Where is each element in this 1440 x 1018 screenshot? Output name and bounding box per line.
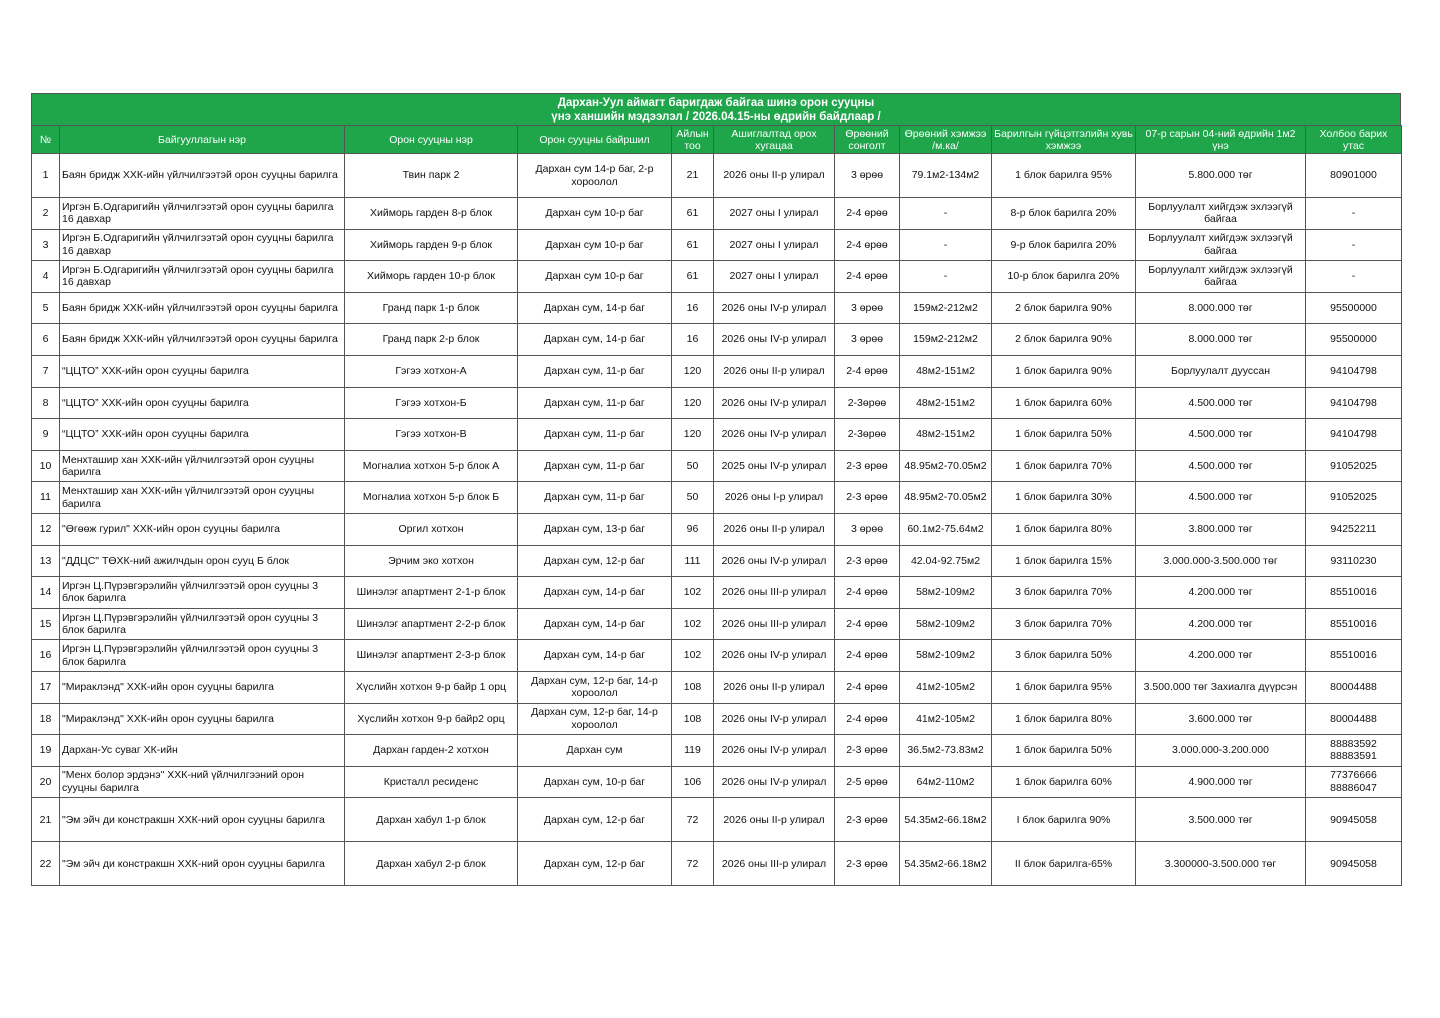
cell-price: 4.500.000 төг: [1136, 387, 1306, 419]
table-row: [32, 154, 1402, 198]
cell-rooms: 2-4 өрөө: [835, 198, 900, 230]
cell-date: 2026 оны III-р улирал: [714, 842, 835, 886]
cell-no: 2: [32, 198, 60, 230]
cell-phone: 88883592 88883591: [1306, 735, 1402, 767]
cell-name: Оргил хотхон: [345, 513, 518, 545]
cell-rooms: 2-3 өрөө: [835, 545, 900, 577]
cell-phone: 94104798: [1306, 387, 1402, 419]
cell-units: 119: [672, 735, 714, 767]
cell-rooms: 2-3 өрөө: [835, 482, 900, 514]
cell-rooms: 2-4 өрөө: [835, 671, 900, 703]
cell-phone: 94252211: [1306, 513, 1402, 545]
cell-name: Хүслийн хотхон 9-р байр2 орц: [345, 703, 518, 735]
cell-date: 2026 оны I-р улирал: [714, 482, 835, 514]
cell-units: 16: [672, 292, 714, 324]
cell-price: 4.200.000 төг: [1136, 608, 1306, 640]
cell-size: 41м2-105м2: [900, 703, 992, 735]
table-row: [32, 513, 1402, 545]
cell-progress: 1 блок барилга 90%: [992, 355, 1136, 387]
cell-size: -: [900, 229, 992, 261]
cell-date: 2026 оны II-р улирал: [714, 798, 835, 842]
cell-name: Хийморь гарден 8-р блок: [345, 198, 518, 230]
cell-no: 14: [32, 577, 60, 609]
cell-progress: 3 блок барилга 70%: [992, 608, 1136, 640]
col-header-price: 07-р сарын 04-ний өдрийн 1м2 үнэ: [1136, 126, 1306, 154]
cell-location: Дархан сум, 12-р баг: [518, 798, 672, 842]
cell-phone: 91052025: [1306, 482, 1402, 514]
cell-date: 2026 оны IV-р улирал: [714, 640, 835, 672]
cell-price: 8.000.000 төг: [1136, 324, 1306, 356]
cell-phone: 94104798: [1306, 419, 1402, 451]
cell-rooms: 3 өрөө: [835, 324, 900, 356]
cell-name: Гэгээ хотхон-В: [345, 419, 518, 451]
header-row: [32, 126, 1402, 154]
cell-no: 12: [32, 513, 60, 545]
cell-org: Иргэн Ц.Пүрэвгэрэлийн үйлчилгээтэй орон сууцны 3 блок барилга: [60, 577, 345, 609]
cell-size: 159м2-212м2: [900, 292, 992, 324]
cell-location: Дархан сум, 14-р баг: [518, 640, 672, 672]
cell-progress: 2 блок барилга 90%: [992, 324, 1136, 356]
col-header-phone: Холбоо барих утас: [1306, 126, 1402, 154]
cell-location: Дархан сум: [518, 735, 672, 767]
cell-rooms: 2-3 өрөө: [835, 450, 900, 482]
col-header-org: Байгууллагын нэр: [60, 126, 345, 154]
cell-size: 36.5м2-73.83м2: [900, 735, 992, 767]
cell-size: 60.1м2-75.64м2: [900, 513, 992, 545]
cell-units: 108: [672, 671, 714, 703]
cell-no: 10: [32, 450, 60, 482]
cell-name: Хүслийн хотхон 9-р байр 1 орц: [345, 671, 518, 703]
cell-org: Иргэн Б.Одгаригийн үйлчилгээтэй орон сууцны барилга 16 давхар: [60, 229, 345, 261]
cell-price: Борлуулалт хийгдэж эхлээгүй байгаа: [1136, 229, 1306, 261]
cell-no: 7: [32, 355, 60, 387]
cell-no: 5: [32, 292, 60, 324]
cell-org: Баян бридж ХХК-ийн үйлчилгээтэй орон сууцны барилга: [60, 292, 345, 324]
table-row: [32, 261, 1402, 293]
cell-location: Дархан сум 14-р баг, 2-р хороолол: [518, 154, 672, 198]
cell-size: 42.04-92.75м2: [900, 545, 992, 577]
title-line-2: үнэ ханшийн мэдээлэл / 2026.04.15-ны өдрийн байдлаар /: [551, 111, 881, 123]
cell-price: 4.200.000 төг: [1136, 640, 1306, 672]
cell-price: Борлуулалт хийгдэж эхлээгүй байгаа: [1136, 261, 1306, 293]
cell-location: Дархан сум, 12-р баг: [518, 545, 672, 577]
cell-units: 111: [672, 545, 714, 577]
cell-no: 13: [32, 545, 60, 577]
cell-name: Хийморь гарден 9-р блок: [345, 229, 518, 261]
cell-no: 6: [32, 324, 60, 356]
cell-location: Дархан сум, 12-р баг, 14-р хороолол: [518, 671, 672, 703]
cell-name: Дархан хабул 2-р блок: [345, 842, 518, 886]
cell-org: "Мираклэнд" ХХК-ийн орон сууцны барилга: [60, 703, 345, 735]
cell-size: 48.95м2-70.05м2: [900, 482, 992, 514]
cell-rooms: 2-4 өрөө: [835, 355, 900, 387]
cell-org: Менхташир хан ХХК-ийн үйлчилгээтэй орон сууцны барилга: [60, 482, 345, 514]
cell-progress: II блок барилга-65%: [992, 842, 1136, 886]
cell-progress: 1 блок барилга 80%: [992, 513, 1136, 545]
cell-progress: 1 блок барилга 80%: [992, 703, 1136, 735]
cell-date: 2026 оны IV-р улирал: [714, 735, 835, 767]
cell-rooms: 2-3өрөө: [835, 419, 900, 451]
cell-units: 72: [672, 798, 714, 842]
cell-date: 2026 оны IV-р улирал: [714, 766, 835, 798]
cell-rooms: 3 өрөө: [835, 154, 900, 198]
cell-name: Могналиа хотхон 5-р блок Б: [345, 482, 518, 514]
cell-size: 54.35м2-66.18м2: [900, 842, 992, 886]
col-header-date: Ашиглалтад орох хугацаа: [714, 126, 835, 154]
cell-date: 2027 оны I улирал: [714, 261, 835, 293]
cell-rooms: 2-3 өрөө: [835, 735, 900, 767]
table-row: [32, 842, 1402, 886]
col-header-no: №: [32, 126, 60, 154]
cell-location: Дархан сум, 13-р баг: [518, 513, 672, 545]
cell-phone: -: [1306, 261, 1402, 293]
cell-location: Дархан сум, 14-р баг: [518, 324, 672, 356]
cell-progress: 8-р блок барилга 20%: [992, 198, 1136, 230]
table-row: [32, 198, 1402, 230]
table-row: [32, 798, 1402, 842]
cell-units: 61: [672, 198, 714, 230]
cell-org: Дархан-Ус суваг ХК-ийн: [60, 735, 345, 767]
cell-date: 2027 оны I улирал: [714, 198, 835, 230]
cell-phone: 77376666 88886047: [1306, 766, 1402, 798]
cell-org: "ДДЦС" ТӨХК-ний ажилчдын орон сууц Б блок: [60, 545, 345, 577]
cell-rooms: 2-5 өрөө: [835, 766, 900, 798]
cell-name: Могналиа хотхон 5-р блок А: [345, 450, 518, 482]
cell-name: Хийморь гарден 10-р блок: [345, 261, 518, 293]
cell-units: 102: [672, 608, 714, 640]
col-header-progress: Барилгын гүйцэтгэлийн хувь хэмжээ: [992, 126, 1136, 154]
cell-no: 3: [32, 229, 60, 261]
cell-org: Иргэн Б.Одгаригийн үйлчилгээтэй орон сууцны барилга 16 давхар: [60, 198, 345, 230]
cell-progress: 1 блок барилга 95%: [992, 671, 1136, 703]
cell-progress: 3 блок барилга 70%: [992, 577, 1136, 609]
cell-units: 50: [672, 450, 714, 482]
cell-units: 102: [672, 577, 714, 609]
cell-name: Гранд парк 1-р блок: [345, 292, 518, 324]
cell-units: 120: [672, 355, 714, 387]
cell-rooms: 2-3 өрөө: [835, 842, 900, 886]
cell-rooms: 3 өрөө: [835, 292, 900, 324]
cell-org: "Мираклэнд" ХХК-ийн орон сууцны барилга: [60, 671, 345, 703]
cell-no: 11: [32, 482, 60, 514]
cell-no: 20: [32, 766, 60, 798]
cell-rooms: 2-4 өрөө: [835, 608, 900, 640]
table-row: [32, 419, 1402, 451]
cell-size: 58м2-109м2: [900, 577, 992, 609]
cell-progress: 1 блок барилга 95%: [992, 154, 1136, 198]
cell-org: Иргэн Б.Одгаригийн үйлчилгээтэй орон сууцны барилга 16 давхар: [60, 261, 345, 293]
cell-units: 120: [672, 387, 714, 419]
cell-location: Дархан сум, 11-р баг: [518, 482, 672, 514]
cell-rooms: 2-4 өрөө: [835, 703, 900, 735]
cell-progress: 9-р блок барилга 20%: [992, 229, 1136, 261]
cell-size: 58м2-109м2: [900, 608, 992, 640]
cell-size: 48м2-151м2: [900, 387, 992, 419]
cell-units: 50: [672, 482, 714, 514]
table-row: [32, 229, 1402, 261]
cell-units: 108: [672, 703, 714, 735]
cell-phone: 90945058: [1306, 798, 1402, 842]
cell-location: Дархан сум 10-р баг: [518, 198, 672, 230]
cell-name: Гранд парк 2-р блок: [345, 324, 518, 356]
cell-rooms: 2-3 өрөө: [835, 798, 900, 842]
cell-location: Дархан сум, 14-р баг: [518, 292, 672, 324]
cell-phone: 90945058: [1306, 842, 1402, 886]
col-header-location: Орон сууцны байршил: [518, 126, 672, 154]
cell-org: "Эм эйч ди констракшн ХХК-ний орон сууцны барилга: [60, 842, 345, 886]
cell-phone: 95500000: [1306, 324, 1402, 356]
cell-phone: 93110230: [1306, 545, 1402, 577]
sheet-title: [31, 93, 1401, 125]
cell-no: 22: [32, 842, 60, 886]
table-row: [32, 450, 1402, 482]
cell-org: Баян бридж ХХК-ийн үйлчилгээтэй орон сууцны барилга: [60, 324, 345, 356]
col-header-rooms: Өрөөний сонголт: [835, 126, 900, 154]
cell-size: 64м2-110м2: [900, 766, 992, 798]
table-row: [32, 671, 1402, 703]
cell-phone: 94104798: [1306, 355, 1402, 387]
cell-size: 48.95м2-70.05м2: [900, 450, 992, 482]
cell-rooms: 2-4 өрөө: [835, 229, 900, 261]
cell-progress: 10-р блок барилга 20%: [992, 261, 1136, 293]
cell-price: 4.900.000 төг: [1136, 766, 1306, 798]
cell-price: 4.200.000 төг: [1136, 577, 1306, 609]
cell-price: 4.500.000 төг: [1136, 482, 1306, 514]
col-header-units: Айлын тоо: [672, 126, 714, 154]
table-row: [32, 545, 1402, 577]
cell-no: 17: [32, 671, 60, 703]
cell-no: 1: [32, 154, 60, 198]
table-row: [32, 640, 1402, 672]
cell-size: 54.35м2-66.18м2: [900, 798, 992, 842]
cell-units: 16: [672, 324, 714, 356]
cell-name: Твин парк 2: [345, 154, 518, 198]
cell-phone: 80004488: [1306, 671, 1402, 703]
cell-size: 159м2-212м2: [900, 324, 992, 356]
col-header-name: Орон сууцны нэр: [345, 126, 518, 154]
cell-size: 41м2-105м2: [900, 671, 992, 703]
table-row: [32, 387, 1402, 419]
cell-no: 21: [32, 798, 60, 842]
table-row: [32, 703, 1402, 735]
cell-phone: 85510016: [1306, 577, 1402, 609]
cell-date: 2026 оны II-р улирал: [714, 671, 835, 703]
cell-date: 2026 оны II-р улирал: [714, 355, 835, 387]
cell-progress: 1 блок барилга 50%: [992, 419, 1136, 451]
cell-price: Борлуулалт хийгдэж эхлээгүй байгаа: [1136, 198, 1306, 230]
housing-table: [31, 125, 1402, 886]
cell-size: 79.1м2-134м2: [900, 154, 992, 198]
cell-units: 96: [672, 513, 714, 545]
cell-size: -: [900, 198, 992, 230]
cell-no: 8: [32, 387, 60, 419]
cell-name: Кристалл ресиденс: [345, 766, 518, 798]
cell-rooms: 2-4 өрөө: [835, 261, 900, 293]
cell-date: 2026 оны III-р улирал: [714, 608, 835, 640]
cell-org: “ЦЦТО” ХХК-ийн орон сууцны барилга: [60, 355, 345, 387]
cell-phone: -: [1306, 229, 1402, 261]
cell-org: “ЦЦТО” ХХК-ийн орон сууцны барилга: [60, 419, 345, 451]
cell-price: 4.500.000 төг: [1136, 450, 1306, 482]
table-row: [32, 482, 1402, 514]
cell-units: 120: [672, 419, 714, 451]
cell-price: Борлуулалт дууссан: [1136, 355, 1306, 387]
housing-price-sheet: [31, 93, 1401, 886]
cell-price: 3.600.000 төг: [1136, 703, 1306, 735]
cell-units: 61: [672, 261, 714, 293]
cell-date: 2026 оны IV-р улирал: [714, 703, 835, 735]
cell-units: 72: [672, 842, 714, 886]
cell-rooms: 2-4 өрөө: [835, 577, 900, 609]
table-row: [32, 608, 1402, 640]
cell-location: Дархан сум, 10-р баг: [518, 766, 672, 798]
cell-location: Дархан сум, 14-р баг: [518, 608, 672, 640]
cell-location: Дархан сум, 12-р баг, 14-р хороолол: [518, 703, 672, 735]
cell-phone: 95500000: [1306, 292, 1402, 324]
cell-price: 4.500.000 төг: [1136, 419, 1306, 451]
cell-phone: -: [1306, 198, 1402, 230]
cell-date: 2026 оны IV-р улирал: [714, 387, 835, 419]
cell-date: 2026 оны III-р улирал: [714, 577, 835, 609]
cell-size: 48м2-151м2: [900, 419, 992, 451]
cell-org: Менхташир хан ХХК-ийн үйлчилгээтэй орон сууцны барилга: [60, 450, 345, 482]
cell-date: 2026 оны II-р улирал: [714, 154, 835, 198]
cell-name: Гэгээ хотхон-Б: [345, 387, 518, 419]
cell-rooms: 3 өрөө: [835, 513, 900, 545]
cell-org: Иргэн Ц.Пүрэвгэрэлийн үйлчилгээтэй орон сууцны 3 блок барилга: [60, 608, 345, 640]
cell-name: Дархан хабул 1-р блок: [345, 798, 518, 842]
cell-size: 48м2-151м2: [900, 355, 992, 387]
cell-location: Дархан сум, 14-р баг: [518, 577, 672, 609]
cell-name: Гэгээ хотхон-А: [345, 355, 518, 387]
cell-price: 3.000.000-3.500.000 төг: [1136, 545, 1306, 577]
cell-price: 3.500.000 төг: [1136, 798, 1306, 842]
cell-name: Дархан гарден-2 хотхон: [345, 735, 518, 767]
cell-org: Иргэн Ц.Пүрэвгэрэлийн үйлчилгээтэй орон сууцны 3 блок барилга: [60, 640, 345, 672]
col-header-size: Өрөөний хэмжээ /м.ка/: [900, 126, 992, 154]
cell-name: Эрчим эко хотхон: [345, 545, 518, 577]
cell-no: 19: [32, 735, 60, 767]
cell-date: 2026 оны IV-р улирал: [714, 545, 835, 577]
table-body: [32, 154, 1402, 886]
cell-price: 8.000.000 төг: [1136, 292, 1306, 324]
cell-no: 4: [32, 261, 60, 293]
cell-size: 58м2-109м2: [900, 640, 992, 672]
cell-location: Дархан сум 10-р баг: [518, 229, 672, 261]
cell-rooms: 2-3өрөө: [835, 387, 900, 419]
table-row: [32, 577, 1402, 609]
cell-date: 2026 оны IV-р улирал: [714, 419, 835, 451]
cell-name: Шинэлэг апартмент 2-2-р блок: [345, 608, 518, 640]
cell-price: 3.300000-3.500.000 төг: [1136, 842, 1306, 886]
cell-units: 61: [672, 229, 714, 261]
cell-progress: 1 блок барилга 50%: [992, 735, 1136, 767]
cell-org: "Өгөөж гурил" ХХК-ийн орон сууцны барилга: [60, 513, 345, 545]
cell-progress: 1 блок барилга 15%: [992, 545, 1136, 577]
cell-phone: 80901000: [1306, 154, 1402, 198]
cell-location: Дархан сум 10-р баг: [518, 261, 672, 293]
cell-location: Дархан сум, 11-р баг: [518, 450, 672, 482]
cell-date: 2026 оны IV-р улирал: [714, 292, 835, 324]
cell-units: 21: [672, 154, 714, 198]
cell-price: 3.000.000-3.200.000: [1136, 735, 1306, 767]
cell-price: 3.500.000 төг Захиалга дүүрсэн: [1136, 671, 1306, 703]
cell-location: Дархан сум, 11-р баг: [518, 387, 672, 419]
cell-price: 5.800.000 төг: [1136, 154, 1306, 198]
cell-phone: 85510016: [1306, 640, 1402, 672]
cell-org: "Эм эйч ди констракшн ХХК-ний орон сууцны барилга: [60, 798, 345, 842]
cell-org: Баян бридж ХХК-ийн үйлчилгээтэй орон сууцны барилга: [60, 154, 345, 198]
cell-name: Шинэлэг апартмент 2-3-р блок: [345, 640, 518, 672]
cell-units: 102: [672, 640, 714, 672]
cell-progress: 1 блок барилга 60%: [992, 766, 1136, 798]
cell-progress: 3 блок барилга 50%: [992, 640, 1136, 672]
cell-no: 18: [32, 703, 60, 735]
cell-name: Шинэлэг апартмент 2-1-р блок: [345, 577, 518, 609]
cell-phone: 80004488: [1306, 703, 1402, 735]
title-line-1: Дархан-Уул аймагт баригдаж байгаа шинэ орон сууцны: [557, 97, 875, 109]
cell-phone: 85510016: [1306, 608, 1402, 640]
cell-progress: 1 блок барилга 60%: [992, 387, 1136, 419]
cell-size: -: [900, 261, 992, 293]
cell-phone: 91052025: [1306, 450, 1402, 482]
cell-no: 16: [32, 640, 60, 672]
cell-price: 3.800.000 төг: [1136, 513, 1306, 545]
table-row: [32, 292, 1402, 324]
cell-progress: 1 блок барилга 30%: [992, 482, 1136, 514]
cell-date: 2027 оны I улирал: [714, 229, 835, 261]
cell-progress: I блок барилга 90%: [992, 798, 1136, 842]
table-row: [32, 766, 1402, 798]
cell-location: Дархан сум, 11-р баг: [518, 419, 672, 451]
cell-date: 2025 оны IV-р улирал: [714, 450, 835, 482]
cell-org: “ЦЦТО” ХХК-ийн орон сууцны барилга: [60, 387, 345, 419]
cell-location: Дархан сум, 12-р баг: [518, 842, 672, 886]
cell-org: "Менх болор эрдэнэ" ХХК-ний үйлчилгээний орон сууцны барилга: [60, 766, 345, 798]
cell-date: 2026 оны IV-р улирал: [714, 324, 835, 356]
cell-rooms: 2-4 өрөө: [835, 640, 900, 672]
cell-no: 15: [32, 608, 60, 640]
cell-progress: 2 блок барилга 90%: [992, 292, 1136, 324]
cell-location: Дархан сум, 11-р баг: [518, 355, 672, 387]
cell-date: 2026 оны II-р улирал: [714, 513, 835, 545]
cell-no: 9: [32, 419, 60, 451]
cell-units: 106: [672, 766, 714, 798]
table-row: [32, 735, 1402, 767]
table-row: [32, 324, 1402, 356]
cell-progress: 1 блок барилга 70%: [992, 450, 1136, 482]
table-row: [32, 355, 1402, 387]
